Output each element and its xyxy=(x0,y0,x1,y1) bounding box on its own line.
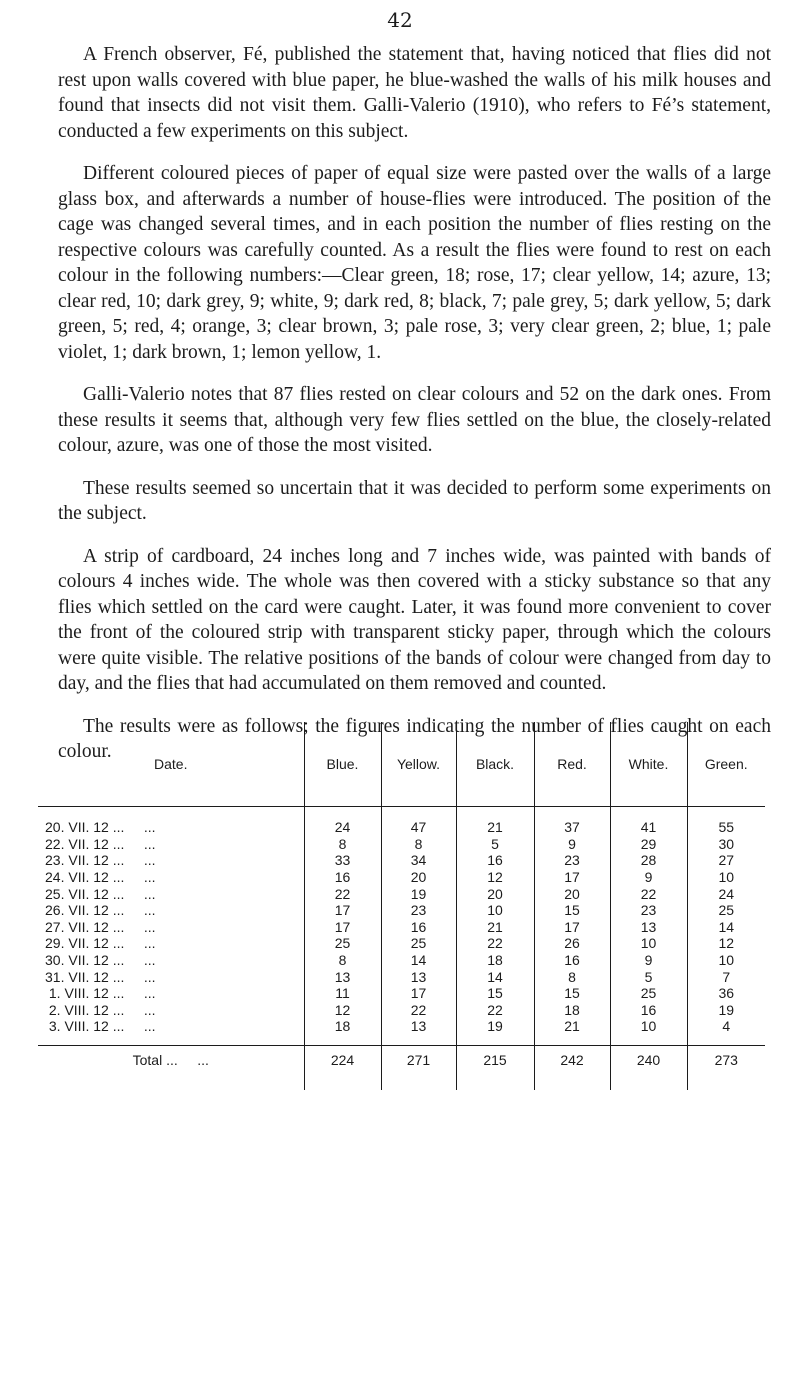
count-cell: 17 xyxy=(304,919,381,936)
table-row xyxy=(38,807,765,836)
header-blue: Blue. xyxy=(304,722,381,807)
table-row xyxy=(38,902,765,919)
body-text xyxy=(58,42,771,782)
count-cell: 9 xyxy=(610,869,687,886)
count-cell: 8 xyxy=(304,836,381,853)
total-cell: 215 xyxy=(456,1045,534,1090)
count-cell: 5 xyxy=(610,968,687,985)
total-cell: 242 xyxy=(534,1045,610,1090)
count-cell: 33 xyxy=(304,852,381,869)
count-cell: 17 xyxy=(534,869,610,886)
count-cell: 18 xyxy=(304,1018,381,1045)
count-cell: 19 xyxy=(456,1018,534,1045)
count-cell: 22 xyxy=(610,885,687,902)
date-cell: 1. VIII. 12 ... ... xyxy=(45,985,156,1002)
count-cell: 4 xyxy=(687,1018,765,1045)
page-number: 42 xyxy=(387,8,413,32)
count-cell: 13 xyxy=(381,1018,456,1045)
table-row xyxy=(38,885,765,902)
count-cell: 14 xyxy=(687,919,765,936)
count-cell: 9 xyxy=(610,952,687,969)
count-cell: 17 xyxy=(381,985,456,1002)
count-cell: 22 xyxy=(456,1002,534,1019)
count-cell: 10 xyxy=(456,902,534,919)
count-cell: 24 xyxy=(687,885,765,902)
count-cell: 36 xyxy=(687,985,765,1002)
count-cell: 18 xyxy=(456,952,534,969)
date-cell: 31. VII. 12 ... ... xyxy=(45,968,156,985)
count-cell: 17 xyxy=(304,902,381,919)
count-cell: 16 xyxy=(610,1002,687,1019)
total-cell: 240 xyxy=(610,1045,687,1090)
count-cell: 10 xyxy=(687,869,765,886)
header-red: Red. xyxy=(534,722,610,807)
date-cell: 24. VII. 12 ... ... xyxy=(45,869,156,886)
count-cell: 15 xyxy=(534,985,610,1002)
count-cell: 25 xyxy=(687,902,765,919)
count-cell: 55 xyxy=(687,807,765,836)
count-cell: 23 xyxy=(381,902,456,919)
header-yellow: Yellow. xyxy=(381,722,456,807)
date-cell: 27. VII. 12 ... ... xyxy=(45,918,156,935)
table-row xyxy=(38,869,765,886)
count-cell: 17 xyxy=(534,919,610,936)
table-header-row xyxy=(38,722,765,807)
count-cell: 25 xyxy=(304,935,381,952)
count-cell: 26 xyxy=(534,935,610,952)
count-cell: 16 xyxy=(456,852,534,869)
count-cell: 7 xyxy=(687,968,765,985)
count-cell: 16 xyxy=(304,869,381,886)
table-row xyxy=(38,935,765,952)
count-cell: 22 xyxy=(456,935,534,952)
count-cell: 8 xyxy=(381,836,456,853)
count-cell: 12 xyxy=(456,869,534,886)
table-row xyxy=(38,919,765,936)
count-cell: 22 xyxy=(381,1002,456,1019)
fly-counts-table xyxy=(38,722,765,1090)
date-cell: 20. VII. 12 ... ... xyxy=(45,819,156,836)
count-cell: 29 xyxy=(610,836,687,853)
count-cell: 22 xyxy=(304,885,381,902)
table-row xyxy=(38,836,765,853)
count-cell: 23 xyxy=(610,902,687,919)
paragraph: Galli-Valerio notes that 87 flies rested on clear colours and 52 on the dark ones. From these results it seems that, although very few flies settled on the blue, the closely-related colour, azure, was one of those the most visited. xyxy=(58,384,771,456)
header-green: Green. xyxy=(687,722,765,807)
table-row xyxy=(38,852,765,869)
count-cell: 19 xyxy=(687,1002,765,1019)
total-label: Total ... ... xyxy=(38,1045,304,1090)
date-cell: 23. VII. 12 ... ... xyxy=(45,852,156,869)
count-cell: 28 xyxy=(610,852,687,869)
count-cell: 8 xyxy=(534,968,610,985)
count-cell: 15 xyxy=(456,985,534,1002)
table-row xyxy=(38,985,765,1002)
date-cell: 30. VII. 12 ... ... xyxy=(45,952,156,969)
table-row xyxy=(38,968,765,985)
date-cell: 22. VII. 12 ... ... xyxy=(45,835,156,852)
header-black: Black. xyxy=(456,722,534,807)
count-cell: 37 xyxy=(534,807,610,836)
table-row xyxy=(38,1018,765,1045)
count-cell: 10 xyxy=(687,952,765,969)
total-cell: 224 xyxy=(304,1045,381,1090)
count-cell: 23 xyxy=(534,852,610,869)
table-total-row xyxy=(38,1045,765,1090)
count-cell: 11 xyxy=(304,985,381,1002)
count-cell: 25 xyxy=(610,985,687,1002)
count-cell: 10 xyxy=(610,1018,687,1045)
paragraph: Different coloured pieces of paper of equal size were pasted over the walls of a large glass box, and afterwards a number of house-flies were introduced. The position of the cage was changed several times, and in each position the number of flies resting on the respective colours was carefully counted. As a result the flies were found to rest on each colour in the following numbers:—Clear green, 18; rose, 17; clear yellow, 14; azure, 13; clear red, 10; dark grey, 9; white, 9; dark red, 8; black, 7; pale grey, 5; dark yellow, 5; dark green, 5; red, 4; orange, 3; clear brown, 3; pale rose, 3; very clear green, 2; blue, 1; pale violet, 1; dark brown, 1; lemon yellow, 1. xyxy=(58,163,771,363)
count-cell: 9 xyxy=(534,836,610,853)
date-cell: 3. VIII. 12 ... ... xyxy=(45,1018,156,1035)
header-white: White. xyxy=(610,722,687,807)
count-cell: 30 xyxy=(687,836,765,853)
count-cell: 47 xyxy=(381,807,456,836)
count-cell: 8 xyxy=(304,952,381,969)
count-cell: 20 xyxy=(456,885,534,902)
count-cell: 20 xyxy=(381,869,456,886)
count-cell: 13 xyxy=(381,968,456,985)
count-cell: 12 xyxy=(687,935,765,952)
count-cell: 41 xyxy=(610,807,687,836)
count-cell: 12 xyxy=(304,1002,381,1019)
count-cell: 19 xyxy=(381,885,456,902)
count-cell: 21 xyxy=(456,919,534,936)
count-cell: 16 xyxy=(534,952,610,969)
count-cell: 27 xyxy=(687,852,765,869)
date-cell: 25. VII. 12 ... ... xyxy=(45,885,156,902)
total-cell: 271 xyxy=(381,1045,456,1090)
count-cell: 15 xyxy=(534,902,610,919)
count-cell: 34 xyxy=(381,852,456,869)
count-cell: 13 xyxy=(610,919,687,936)
count-cell: 14 xyxy=(456,968,534,985)
date-cell: 29. VII. 12 ... ... xyxy=(45,935,156,952)
count-cell: 18 xyxy=(534,1002,610,1019)
count-cell: 20 xyxy=(534,885,610,902)
count-cell: 25 xyxy=(381,935,456,952)
table-row xyxy=(38,1002,765,1019)
paragraph: These results seemed so uncertain that it was decided to perform some experiments on the subject. xyxy=(58,477,771,524)
table-row xyxy=(38,952,765,969)
count-cell: 13 xyxy=(304,968,381,985)
header-date: Date. xyxy=(38,722,304,807)
count-cell: 10 xyxy=(610,935,687,952)
count-cell: 16 xyxy=(381,919,456,936)
paragraph: A French observer, Fé, published the statement that, having noticed that flies did not rest upon walls covered with blue paper, he blue-washed the walls of his milk houses and found that insects did not visit them. Galli-Valerio (1910), who refers to Fé’s statement, conducted a few experiments on this subject. xyxy=(58,44,771,142)
count-cell: 14 xyxy=(381,952,456,969)
count-cell: 5 xyxy=(456,836,534,853)
count-cell: 24 xyxy=(304,807,381,836)
paragraph: A strip of cardboard, 24 inches long and 7 inches wide, was painted with bands of colours 4 inches wide. The whole was then covered with a sticky substance so that any flies which settled on the card were caught. Later, it was found more convenient to cover the front of the coloured strip with transparent sticky paper, through which the colours were quite visible. The relative positions of the bands of colour were changed from day to day, and the flies that had accumulated on them removed and counted. xyxy=(58,545,771,694)
table-body xyxy=(38,807,765,1046)
paragraph: The results were as follows; the figures indicating the number of flies caught on each colour. xyxy=(58,715,771,762)
total-cell: 273 xyxy=(687,1045,765,1090)
date-cell: 26. VII. 12 ... ... xyxy=(45,902,156,919)
date-cell: 2. VIII. 12 ... ... xyxy=(45,1001,156,1018)
count-cell: 21 xyxy=(534,1018,610,1045)
count-cell: 21 xyxy=(456,807,534,836)
